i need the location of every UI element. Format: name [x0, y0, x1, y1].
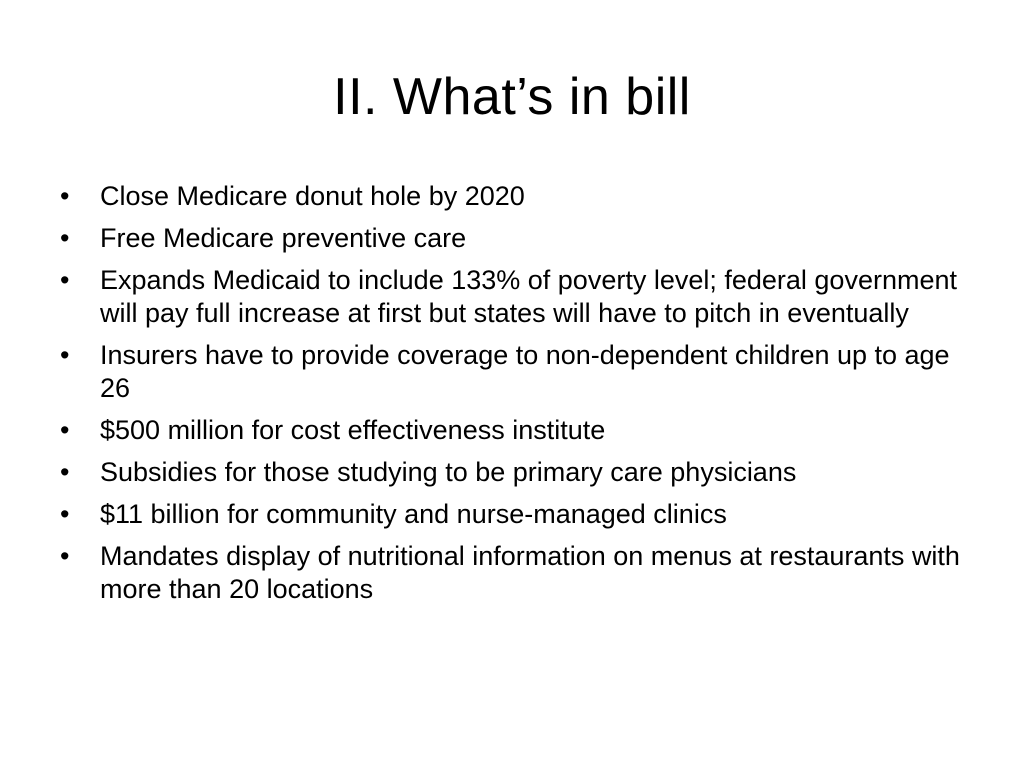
- bullet-text: Expands Medicaid to include 133% of poverty level; federal government will pay full increase at first but states will have to pitch in eventually: [100, 265, 957, 328]
- bullet-icon: •: [60, 265, 70, 295]
- bullet-text: $11 billion for community and nurse-managed clinics: [100, 499, 727, 529]
- bullet-item: [52, 456, 972, 489]
- bullet-item: [52, 498, 972, 531]
- bullet-text: Insurers have to provide coverage to non-dependent children up to age 26: [100, 340, 950, 403]
- bullet-icon: •: [60, 541, 70, 571]
- bullet-item: [52, 264, 972, 330]
- bullet-icon: •: [60, 181, 70, 211]
- bullet-item: [52, 222, 972, 255]
- bullet-text: Subsidies for those studying to be primary care physicians: [100, 457, 797, 487]
- bullet-item: [52, 339, 972, 405]
- bullet-icon: •: [60, 223, 70, 253]
- bullet-icon: •: [60, 340, 70, 370]
- bullet-icon: •: [60, 415, 70, 445]
- bullet-icon: •: [60, 499, 70, 529]
- bullet-text: Close Medicare donut hole by 2020: [100, 181, 525, 211]
- bullet-text: Mandates display of nutritional information on menus at restaurants with more than 20 locations: [100, 541, 960, 604]
- bullet-list: [52, 180, 972, 615]
- bullet-text: Free Medicare preventive care: [100, 223, 467, 253]
- bullet-item: [52, 180, 972, 213]
- bullet-item: [52, 540, 972, 606]
- bullet-item: [52, 414, 972, 447]
- slide-title: II. What’s in bill: [333, 68, 691, 126]
- bullet-text: $500 million for cost effectiveness institute: [100, 415, 606, 445]
- bullet-icon: •: [60, 457, 70, 487]
